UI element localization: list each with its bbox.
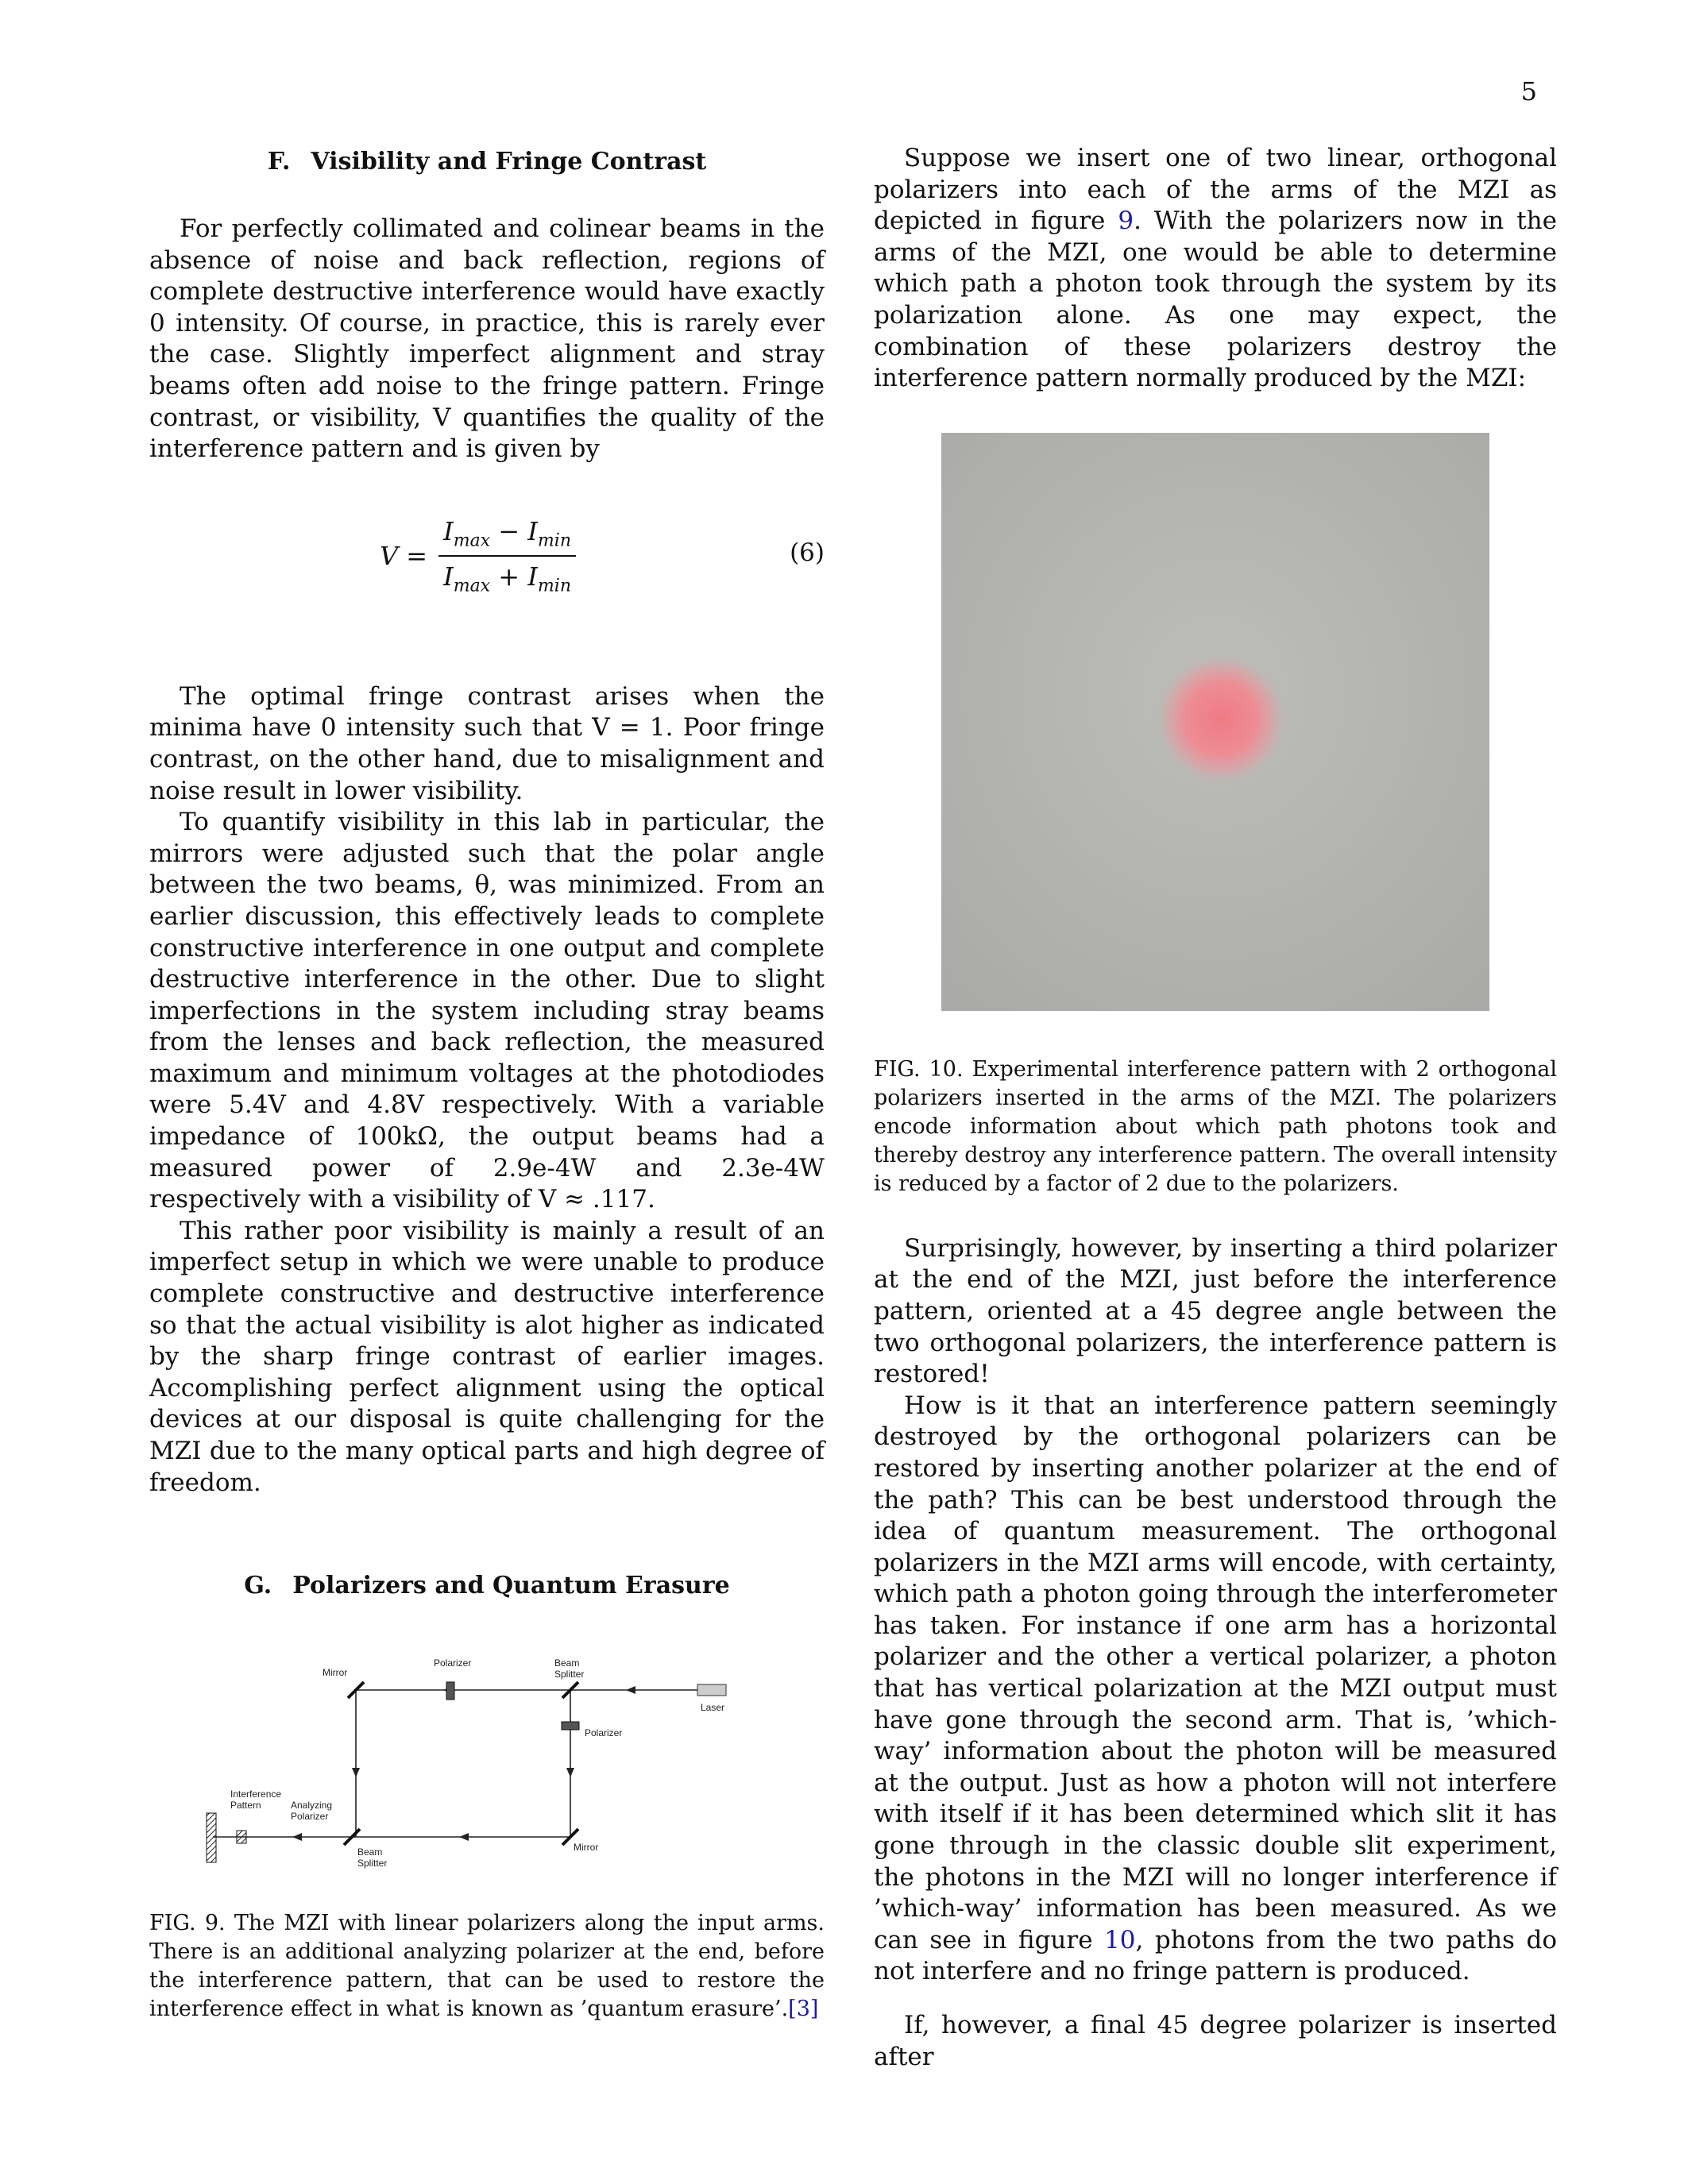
- polarizer-icon: [446, 1682, 454, 1700]
- label-mirror-bottom: Mirror: [574, 1842, 599, 1854]
- left-column: [149, 143, 825, 2024]
- symbol-i: I: [527, 515, 538, 546]
- optics: [344, 1682, 578, 1845]
- label-beam-splitter-bottom: Beam: [357, 1846, 383, 1858]
- paragraph-text: Suppose we insert one of two linear, orthogonal polarizers into each of the arms of the MZI as depicted in figure: [874, 144, 1557, 236]
- paragraph-text: How is it that an interference pattern seemingly destroyed by the orthogonal polarizers can be restored by inserting another polarizer at the end of the path? This can be best understood through the idea of quantum measurement. The orthogonal polarizers in the MZI arms will encode, with certainty, which path a photon going through the interferometer has taken. For instance if one arm has a horizontal polarizer and the other a vertical polarizer, a photon that has vertical polarization at the MZI output must have gone through the second arm. That is, ’which-way’ information about the photon will be measured at the output. Just as how a photon will not interfere with itself if it has been determined which slit it has gone through in the classic double slit experiment, the photons in the MZI will no longer interference if ’which-way’ information has been measured. As we can see in figure: [874, 1391, 1557, 1954]
- paragraph: Surprisingly, however, by inserting a third polarizer at the end of the MZI, just before the interference pattern, oriented at a 45 degree angle between the two orthogonal polarizers, the interference pattern is restored!: [874, 1233, 1557, 1389]
- section-title: Visibility and Fringe Contrast: [311, 148, 707, 176]
- visibility-formula: [380, 516, 576, 596]
- screen-icon: [207, 1813, 216, 1862]
- label-beam-splitter-bottom: Splitter: [357, 1858, 388, 1870]
- paragraph: The optimal fringe contrast arises when the minima have 0 intensity such that V = 1. Poor fringe contrast, on the other hand, due to misalignment and noise result in lower visibility.: [149, 681, 825, 805]
- arrow-icon: [292, 1833, 302, 1841]
- label-mirror-top: Mirror: [323, 1667, 348, 1679]
- fraction-numerator: [438, 516, 576, 557]
- paragraph-text: . With the polarizers now in the arms of the MZI, one would be able to determine which path a photon took through the system by its polarization alone. As one may expect, the combination of these polarizers destroy the interference pattern normally produced by the MZI:: [874, 206, 1557, 393]
- label-polarizer-top: Polarizer: [434, 1657, 472, 1669]
- section-heading-f: [149, 148, 825, 176]
- label-beam-splitter-top: Splitter: [554, 1669, 585, 1680]
- subscript: max: [453, 531, 491, 551]
- figure-9-caption: [149, 1909, 825, 2024]
- arrow-icon: [459, 1833, 469, 1841]
- fraction-denominator: [438, 557, 576, 596]
- label-analyzing-polarizer: Analyzing: [291, 1800, 333, 1812]
- subscript: min: [537, 576, 571, 596]
- symbol-i: I: [443, 561, 454, 592]
- caption-text: FIG. 9. The MZI with linear polarizers along the input arms. There is an additional analyzing polarizer at the end, before the interference pattern, that can be used to restore the interference effect in what is known as ’quantum erasure’.: [149, 1911, 825, 2022]
- beam-paths: [213, 1690, 697, 1837]
- section-letter: G.: [244, 1572, 272, 1600]
- label-interference-pattern: Pattern: [230, 1800, 261, 1812]
- label-interference-pattern: Interference: [230, 1788, 282, 1800]
- paragraph: To quantify visibility in this lab in particular, the mirrors were adjusted such that the polar angle between the two beams, θ, was minimized. From an earlier discussion, this effectively leads to complete constructive interference in one output and complete destructive interference in the other. Due to slight imperfections in the system including stray beams from the lenses and back reflection, the measured maximum and minimum voltages at the photodiodes were 5.4V and 4.8V respectively. With a variable impedance of 100kΩ, the output beams had a measured power of 2.9e-4W and 2.3e-4W respectively with a visibility of V ≈ .117.: [149, 808, 825, 1214]
- mzi-diagram: [149, 1642, 825, 1881]
- paragraph: [874, 143, 1557, 395]
- right-column: [874, 143, 1557, 2073]
- operator: +: [490, 561, 528, 592]
- paragraph: If, however, a final 45 degree polarizer is inserted after: [874, 2011, 1557, 2071]
- symbol-i: I: [527, 561, 538, 592]
- laser-spot: [1156, 654, 1286, 784]
- arrow-icon: [566, 1768, 574, 1777]
- equation-lhs: V =: [380, 541, 428, 572]
- fraction: [438, 516, 576, 596]
- paragraph: For perfectly collimated and colinear beams in the absence of noise and back reflection, regions of complete destructive interference would have exactly 0 intensity. Of course, in practice, this is rarely ever the case. Slightly imperfect alignment and stray beams often add noise to the fringe pattern. Fringe contrast, or visibility, V quantifies the quality of the interference pattern and is given by: [149, 214, 825, 464]
- section-title: Polarizers and Quantum Erasure: [292, 1572, 730, 1600]
- symbol-i: I: [443, 515, 454, 546]
- paragraph: This rather poor visibility is mainly a result of an imperfect setup in which we were unable to produce complete constructive and destructive interference so that the actual visibility is alot higher as indicated by the sharp fringe contrast of earlier images. Accomplishing perfect alignment using the optical devices at our disposal is quite challenging for the MZI due to the many optical parts and high degree of freedom.: [149, 1216, 825, 1497]
- subscript: max: [453, 576, 491, 596]
- subscript: min: [537, 531, 571, 551]
- arrow-icon: [626, 1686, 635, 1694]
- section-heading-g: [149, 1572, 825, 1599]
- spacer: [874, 1198, 1557, 1233]
- figure-link[interactable]: 9: [1118, 206, 1134, 236]
- operator: −: [490, 515, 528, 546]
- label-polarizer-right: Polarizer: [585, 1727, 623, 1739]
- label-beam-splitter-top: Beam: [554, 1657, 580, 1669]
- label-analyzing-polarizer: Polarizer: [291, 1811, 329, 1823]
- beam-arrows: [292, 1686, 635, 1841]
- polarizer-icon: [562, 1722, 579, 1730]
- equation-number: (6): [790, 538, 825, 567]
- figure-link[interactable]: 10: [1104, 1925, 1136, 1954]
- laser-icon: [697, 1684, 726, 1696]
- citation-link[interactable]: [3]: [788, 1997, 819, 2022]
- paragraph-text: , photons from the two paths do not interfere and no fringe pattern is produced.: [874, 1925, 1557, 1986]
- spacer: [874, 1988, 1557, 2010]
- figure-10-photo: [941, 433, 1489, 1011]
- paragraph: [874, 1391, 1557, 1988]
- label-laser: Laser: [701, 1702, 725, 1714]
- equation-6: [149, 510, 825, 637]
- analyzing-polarizer-icon: [237, 1831, 246, 1843]
- figure-10-caption: FIG. 10. Experimental interference pattern with 2 orthogonal polarizers inserted in the arms of the MZI. The polarizers encode information about which path photons took and thereby destroy any interference pattern. The overall intensity is reduced by a factor of 2 due to the polarizers.: [874, 1056, 1557, 1196]
- section-letter: F.: [267, 148, 291, 176]
- page-number: 5: [1520, 76, 1537, 106]
- arrow-icon: [352, 1768, 360, 1777]
